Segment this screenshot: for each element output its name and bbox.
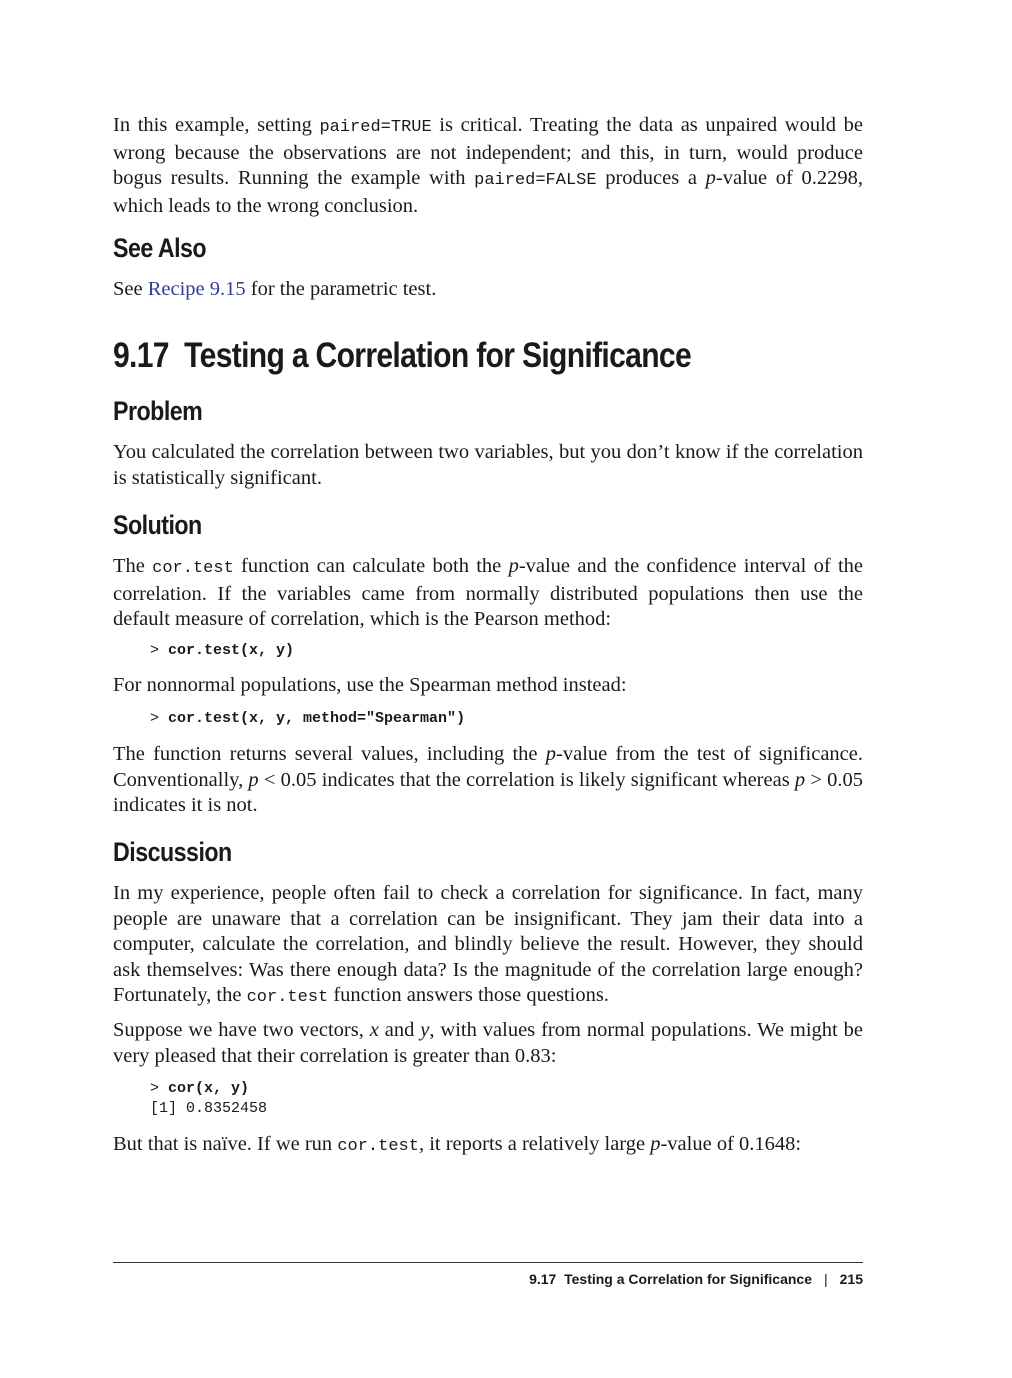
text: < 0.05 indicates that the correlation is likely significant whereas: [258, 768, 795, 791]
code-prompt: >: [150, 642, 169, 659]
text: The: [113, 555, 153, 577]
inline-code: paired=TRUE: [319, 118, 432, 137]
footer-section-title: 9.17 Testing a Correlation for Significance: [529, 1271, 812, 1287]
text: is critical. Treating the data as unpaired would be wrong because the observations are not independent; and this, in turn, would produce bogus results. Running the example with: [113, 114, 863, 189]
text: But that is naïve. If we run: [113, 1133, 338, 1155]
code-block-spearman: [150, 709, 465, 729]
italic-p: p: [508, 555, 519, 577]
footer-rule: [113, 1262, 863, 1263]
inline-code: cor.test: [337, 1137, 419, 1156]
text: -value and the confidence interval of the correlation. If the variables came from normally distributed populations then use the default measure of correlation, which is the Pearson method:: [113, 555, 864, 630]
text: function answers those questions.: [328, 984, 609, 1006]
discussion-paragraph-3: [113, 1132, 863, 1160]
text: In this example, setting: [113, 114, 320, 136]
code-command: cor.test(x, y, method="Spearman"): [168, 710, 466, 727]
italic-p: p: [248, 768, 259, 791]
page-footer: [529, 1271, 863, 1287]
text: , it reports a relatively large: [418, 1133, 651, 1155]
code-block-cor: [150, 1079, 267, 1119]
text: -value of 0.1648:: [660, 1133, 802, 1155]
inline-code: cor.test: [246, 988, 329, 1007]
italic-p: p: [705, 167, 716, 189]
section-title: 9.17 Testing a Correlation for Significance: [113, 336, 692, 375]
see-also-heading: See Also: [113, 233, 207, 263]
italic-p: p: [545, 743, 557, 765]
solution-paragraph-3: [113, 742, 863, 819]
solution-paragraph-1: [113, 554, 863, 633]
solution-paragraph-2: For nonnormal populations, use the Spearman method instead:: [113, 674, 627, 696]
text: -value from the test of significance. Conventionally,: [113, 743, 863, 791]
italic-y: y: [420, 1019, 430, 1041]
code-command: cor.test(x, y): [168, 642, 295, 659]
footer-separator: |: [824, 1271, 828, 1287]
code-output: [1] 0.8352458: [150, 1100, 268, 1117]
code-prompt: >: [150, 1080, 169, 1097]
intro-paragraph: [113, 113, 863, 219]
text: -value of 0.2298, which leads to the wrong conclusion.: [113, 167, 864, 217]
italic-p: p: [650, 1133, 661, 1155]
text: function can calculate both the: [233, 555, 509, 577]
problem-paragraph: You calculated the correlation between two variables, but you don’t know if the correlation is statistically significant.: [113, 441, 863, 489]
page-number: 215: [839, 1271, 863, 1287]
problem-heading: Problem: [113, 396, 203, 426]
discussion-heading: Discussion: [113, 837, 232, 867]
code-prompt: >: [150, 710, 169, 727]
text: Suppose we have two vectors,: [113, 1019, 370, 1041]
text: The function returns several values, including the: [113, 743, 546, 765]
text: produces a: [596, 167, 706, 189]
recipe-link[interactable]: Recipe 9.15: [147, 278, 246, 300]
text: for the parametric test.: [245, 278, 437, 300]
text: > 0.05 indicates it is not.: [113, 768, 864, 816]
text: , with values from normal populations. We might be very pleased that their correlation is greater than 0.83:: [113, 1019, 863, 1067]
text: In my experience, people often fail to check a correlation for significance. In fact, many people are unaware that a correlation can be insignificant. They jam their data into a computer, calculate the correlation, and blindly believe the result. However, they should ask themselves: Was there enough data? Is the magnitude of the correlation large enough? Fortunately, the: [113, 882, 863, 1006]
discussion-paragraph-1: [113, 881, 863, 1011]
italic-p: p: [794, 768, 806, 791]
discussion-paragraph-2: [113, 1018, 863, 1069]
inline-code: paired=FALSE: [474, 171, 597, 190]
inline-code: cor.test: [152, 559, 234, 578]
italic-x: x: [369, 1019, 379, 1041]
text: See: [113, 278, 148, 300]
code-block-pearson: [150, 641, 294, 661]
see-also-paragraph: [113, 277, 863, 303]
solution-heading: Solution: [113, 510, 202, 540]
code-command: cor(x, y): [168, 1080, 250, 1097]
text: and: [378, 1019, 421, 1041]
